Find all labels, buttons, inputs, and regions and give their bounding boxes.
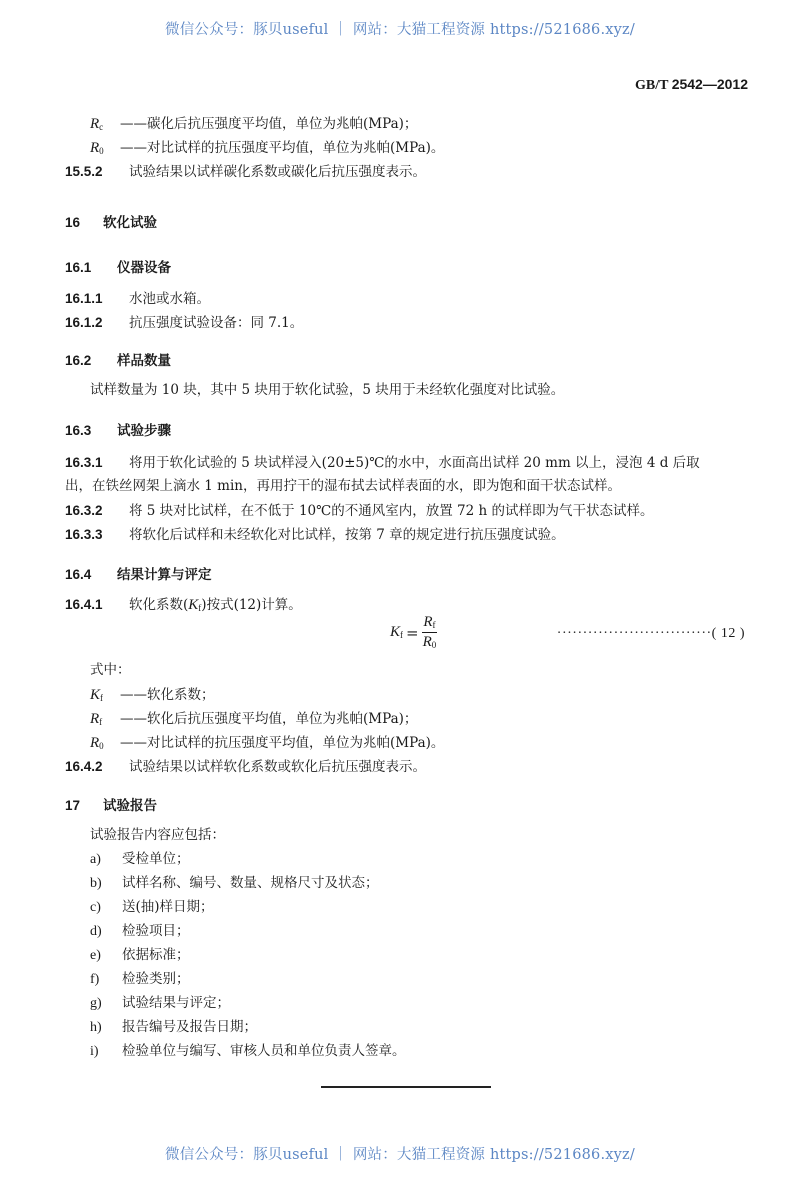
item-text: 检验类别； <box>122 971 190 987</box>
clause-number: 16.4.1 <box>65 597 103 612</box>
leader-dots: ······························ <box>556 626 712 641</box>
formula-12 <box>390 614 437 651</box>
fraction-bar <box>422 632 438 633</box>
clause-16-3-1-line2: 出，在铁丝网架上滴水 1 min，再用拧干的湿布拭去试样表面的水，即为饱和面干状态试样。 <box>65 478 621 494</box>
definition-text: ——碳化后抗压强度平均值，单位为兆帕(MPa)； <box>120 116 418 132</box>
section-17-heading <box>65 794 157 814</box>
report-item-h <box>90 1021 257 1035</box>
clause-text: 将软化后试样和未经软化对比试样，按第 7 章的规定进行抗压强度试验。 <box>129 527 565 543</box>
equals-sign: = <box>406 623 419 642</box>
clause-number: 16.3.3 <box>65 527 103 542</box>
report-item-a <box>90 853 190 867</box>
report-item-c <box>90 901 214 915</box>
definition-text: ——软化后抗压强度平均值，单位为兆帕(MPa)； <box>120 711 418 727</box>
clause-number: 16.3.1 <box>65 455 103 470</box>
section-number: 16.1 <box>65 260 92 275</box>
report-item-b <box>90 877 379 891</box>
clause-number: 16.3.2 <box>65 503 103 518</box>
report-item-g <box>90 997 230 1011</box>
definition-rc <box>90 117 417 132</box>
item-text: 试样名称、编号、数量、规格尺寸及状态； <box>122 875 379 891</box>
clause-number: 16.4.2 <box>65 759 103 774</box>
section-title: 试验步骤 <box>117 423 171 439</box>
numerator: $R_f$ <box>423 614 436 630</box>
clause-16-3-3 <box>65 528 565 543</box>
item-label: h) <box>90 1020 102 1035</box>
section-16-2-text: 试样数量为 10 块，其中 5 块用于软化试验，5 块用于未经软化强度对比试验。 <box>90 382 565 398</box>
standard-prefix: GB/T <box>635 78 672 93</box>
symbol: $K_f$ <box>188 597 202 613</box>
section-number: 16.2 <box>65 353 92 368</box>
symbol: $R_0$ <box>90 140 104 156</box>
definition-text: ——对比试样的抗压强度平均值，单位为兆帕(MPa)。 <box>120 735 445 751</box>
standard-number: 2542—2012 <box>671 76 748 92</box>
clause-16-4-2 <box>65 760 426 775</box>
section-title: 软化试验 <box>103 215 157 231</box>
watermark-top: 微信公众号：豚贝useful ｜ 网站：大猫工程资源 https://521686.xyz/ <box>165 22 635 38</box>
symbol: $R_0$ <box>90 735 104 751</box>
item-label: e) <box>90 948 101 963</box>
clause-number: 15.5.2 <box>65 164 103 179</box>
denominator: $R_0$ <box>422 634 437 650</box>
definition-r0-soft <box>90 736 444 751</box>
symbol: $R_c$ <box>90 116 104 132</box>
clause-text: 试验结果以试样软化系数或软化后抗压强度表示。 <box>129 759 426 775</box>
clause-16-1-2 <box>65 316 303 331</box>
definition-text: ——对比试样的抗压强度平均值，单位为兆帕(MPa)。 <box>120 140 445 156</box>
section-16-4-heading <box>65 563 212 583</box>
end-of-document-rule <box>321 1086 491 1088</box>
fraction <box>422 614 438 651</box>
symbol: $R_f$ <box>90 711 103 727</box>
clause-text: 抗压强度试验设备：同 7.1。 <box>129 315 304 331</box>
clause-16-3-2 <box>65 504 654 519</box>
section-16-3-heading <box>65 419 171 439</box>
section-number: 16 <box>65 215 81 230</box>
section-16-2-heading <box>65 349 171 369</box>
report-item-i <box>90 1045 406 1059</box>
clause-text-pre: 软化系数( <box>129 597 189 613</box>
report-intro: 试验报告内容应包括： <box>90 827 225 843</box>
equation-number <box>557 626 745 642</box>
section-title: 仪器设备 <box>117 260 171 276</box>
definition-text: ——软化系数； <box>120 687 215 703</box>
item-label: c) <box>90 900 101 915</box>
clause-16-4-1 <box>65 598 302 613</box>
definition-rf <box>90 712 417 727</box>
item-label: d) <box>90 924 102 939</box>
item-label: b) <box>90 876 102 891</box>
clause-text-post: )按式(12)计算。 <box>201 597 302 613</box>
definition-kf <box>90 688 215 703</box>
clause-16-1-1 <box>65 292 210 307</box>
section-16-heading <box>65 211 157 231</box>
report-item-e <box>90 949 190 963</box>
section-title: 结果计算与评定 <box>117 567 212 583</box>
item-text: 检验项目； <box>122 923 190 939</box>
formula-lhs: $K_f$ <box>390 624 404 640</box>
item-text: 依据标准； <box>122 947 190 963</box>
item-text: 试验结果与评定； <box>122 995 230 1011</box>
item-label: i) <box>90 1044 99 1059</box>
section-number: 16.3 <box>65 423 92 438</box>
clause-15-5-2 <box>65 165 426 180</box>
where-label: 式中： <box>90 662 131 678</box>
definition-r0 <box>90 141 444 156</box>
item-text: 报告编号及报告日期； <box>122 1019 257 1035</box>
item-label: f) <box>90 972 100 987</box>
item-text: 受检单位； <box>122 851 190 867</box>
equation-label: ( 12 ) <box>711 626 745 641</box>
section-title: 试验报告 <box>103 798 157 814</box>
standard-code <box>635 76 748 94</box>
section-number: 17 <box>65 798 81 813</box>
section-title: 样品数量 <box>117 353 171 369</box>
clause-number: 16.1.2 <box>65 315 103 330</box>
item-text: 送(抽)样日期； <box>122 899 214 915</box>
clause-number: 16.1.1 <box>65 291 103 306</box>
item-label: g) <box>90 996 102 1011</box>
item-text: 检验单位与编写、审核人员和单位负责人签章。 <box>122 1043 406 1059</box>
clause-16-3-1 <box>65 456 700 471</box>
watermark-bottom: 微信公众号：豚贝useful ｜ 网站：大猫工程资源 https://521686.xyz/ <box>165 1147 635 1163</box>
clause-text: 将 5 块对比试样，在不低于 10℃的不通风室内，放置 72 h 的试样即为气干状态试样。 <box>129 503 654 519</box>
item-label: a) <box>90 852 101 867</box>
section-number: 16.4 <box>65 567 92 582</box>
clause-text-line1: 将用于软化试验的 5 块试样浸入(20±5)℃的水中，水面高出试样 20 mm 以上，浸泡 4 d 后取 <box>129 455 700 471</box>
symbol: $K_f$ <box>90 687 104 703</box>
clause-text: 水池或水箱。 <box>129 291 210 307</box>
clause-text: 试验结果以试样碳化系数或碳化后抗压强度表示。 <box>129 164 426 180</box>
section-16-1-heading <box>65 256 171 276</box>
report-item-d <box>90 925 190 939</box>
report-item-f <box>90 973 190 987</box>
